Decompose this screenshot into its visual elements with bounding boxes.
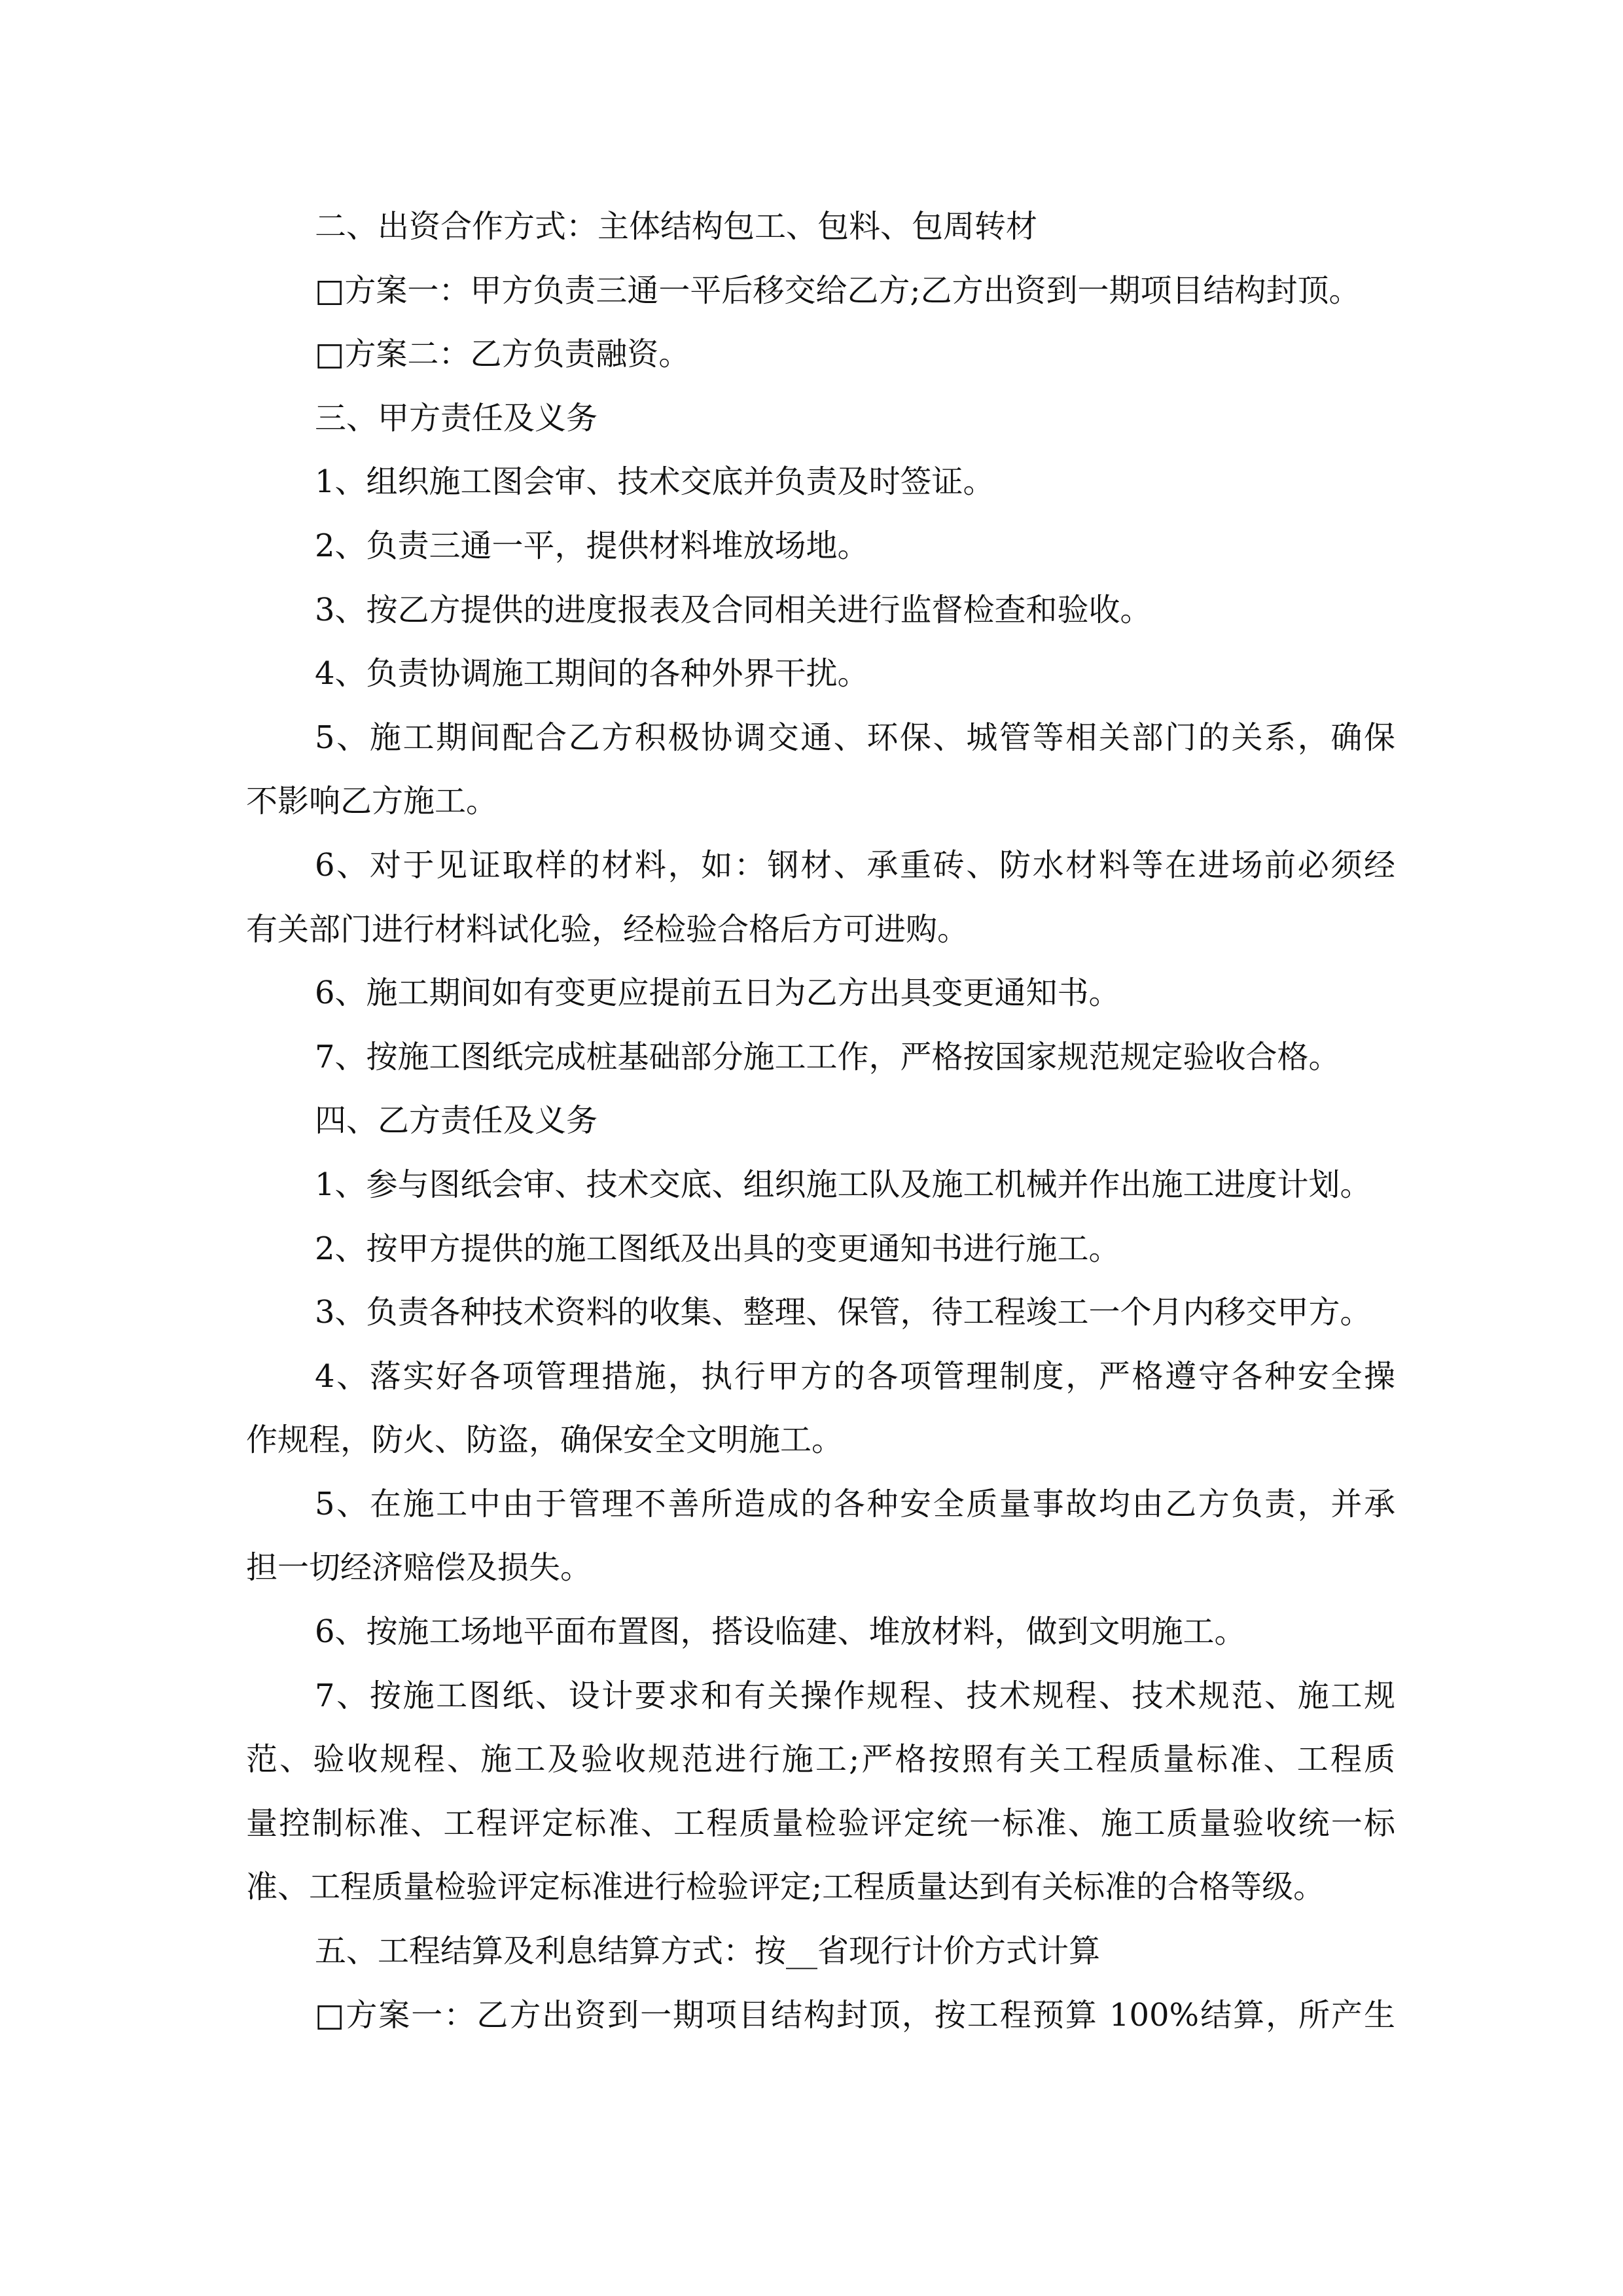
- list-item: 4、负责协调施工期间的各种外界干扰。: [315, 655, 869, 692]
- list-item: 5、施工期间配合乙方积极协调交通、环保、城管等相关部门的关系，确保: [315, 719, 1395, 756]
- list-item-continuation: 担一切经济赔偿及损失。: [246, 1549, 592, 1587]
- list-item-continuation: 不影响乙方施工。: [246, 783, 498, 820]
- list-item: 2、按甲方提供的施工图纸及出具的变更通知书进行施工。: [315, 1230, 1120, 1267]
- section-heading: 四、乙方责任及义务: [315, 1102, 598, 1139]
- list-item: 1、参与图纸会审、技术交底、组织施工队及施工机械并作出施工进度计划。: [315, 1166, 1372, 1203]
- option-item: □方案一：甲方负责三通一平后移交给乙方;乙方出资到一期项目结构封顶。: [315, 272, 1361, 309]
- list-item-continuation: 作规程，防火、防盗，确保安全文明施工。: [246, 1422, 844, 1459]
- list-item: 6、施工期间如有变更应提前五日为乙方出具变更通知书。: [315, 975, 1120, 1012]
- section-heading: 二、出资合作方式：主体结构包工、包料、包周转材: [315, 208, 1038, 245]
- list-item-continuation: 准、工程质量检验评定标准进行检验评定;工程质量达到有关标准的合格等级。: [246, 1869, 1325, 1906]
- list-item-continuation: 有关部门进行材料试化验，经检验合格后方可进购。: [246, 910, 969, 948]
- list-item: 3、负责各种技术资料的收集、整理、保管，待工程竣工一个月内移交甲方。: [315, 1294, 1372, 1331]
- list-item: 6、对于见证取样的材料，如：钢材、承重砖、防水材料等在进场前必须经: [315, 846, 1395, 884]
- list-item: 2、负责三通一平，提供材料堆放场地。: [315, 527, 869, 564]
- list-item: 1、组织施工图会审、技术交底并负责及时签证。: [315, 463, 995, 501]
- option-item: □方案一：乙方出资到一期项目结构封顶，按工程预算 100%结算，所产生: [315, 1996, 1395, 2034]
- list-item: 3、按乙方提供的进度报表及合同相关进行监督检查和验收。: [315, 591, 1152, 628]
- option-item: □方案二：乙方负责融资。: [315, 336, 690, 373]
- list-item: 7、按施工图纸、设计要求和有关操作规程、技术规程、技术规范、施工规: [315, 1677, 1395, 1714]
- list-item: 6、按施工场地平面布置图，搭设临建、堆放材料，做到文明施工。: [315, 1613, 1246, 1651]
- list-item: 7、按施工图纸完成桩基础部分施工工作，严格按国家规范规定验收合格。: [315, 1038, 1340, 1075]
- list-item-continuation: 量控制标准、工程评定标准、工程质量检验评定统一标准、施工质量验收统一标: [246, 1804, 1395, 1842]
- document-page: [246, 195, 1395, 2047]
- section-heading: 五、工程结算及利息结算方式：按__省现行计价方式计算: [315, 1933, 1101, 1970]
- section-heading: 三、甲方责任及义务: [315, 399, 598, 437]
- list-item: 5、在施工中由于管理不善所造成的各种安全质量事故均由乙方负责，并承: [315, 1485, 1395, 1522]
- list-item-continuation: 范、验收规程、施工及验收规范进行施工;严格按照有关工程质量标准、工程质: [246, 1741, 1395, 1778]
- list-item: 4、落实好各项管理措施，执行甲方的各项管理制度，严格遵守各种安全操: [315, 1357, 1395, 1395]
